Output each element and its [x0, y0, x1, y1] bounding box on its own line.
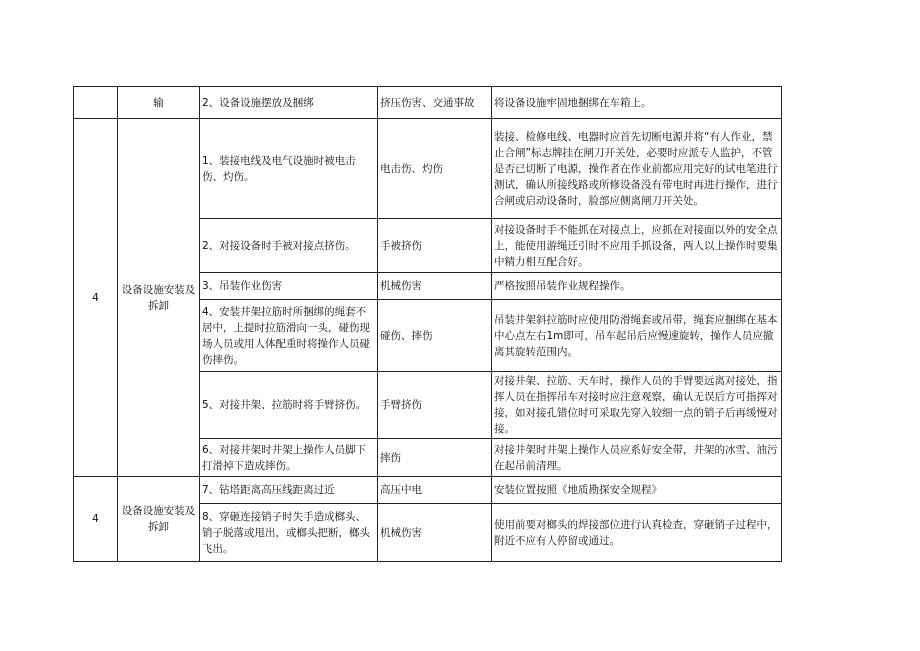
group-category-cell: 设备设施安装及拆卸 — [118, 477, 200, 562]
measure-cell: 安装位置按照《地质勘探安全规程》 — [492, 477, 782, 504]
task-cell: 2、对接设备时手被对接点挤伤。 — [200, 219, 378, 273]
task-cell: 1、装接电线及电气设施时被电击伤、灼伤。 — [200, 119, 378, 219]
category-cell: 输 — [118, 87, 200, 119]
measure-cell: 严格按照吊装作业规程操作。 — [492, 273, 782, 300]
hazard-cell: 手被挤伤 — [378, 219, 492, 273]
hazard-cell: 摔伤 — [378, 439, 492, 477]
measure-cell: 将设备设施牢固地捆绑在车箱上。 — [492, 87, 782, 119]
hazard-cell: 挤压伤害、交通事故 — [378, 87, 492, 119]
hazard-cell: 机械伤害 — [378, 504, 492, 562]
group-number-cell: 4 — [74, 119, 118, 477]
group-number-cell: 4 — [74, 477, 118, 562]
table-row — [74, 87, 782, 119]
task-cell: 7、钻塔距离高压线距离过近 — [200, 477, 378, 504]
hazard-cell: 机械伤害 — [378, 273, 492, 300]
task-cell: 3、吊装作业伤害 — [200, 273, 378, 300]
table-row — [74, 119, 782, 219]
task-cell: 2、设备设施摆放及捆绑 — [200, 87, 378, 119]
task-cell: 5、对接井架、拉筋时将手臂挤伤。 — [200, 372, 378, 439]
hazard-cell: 高压中电 — [378, 477, 492, 504]
hazard-cell: 电击伤、灼伤 — [378, 119, 492, 219]
table-row — [74, 477, 782, 504]
measure-cell: 使用前要对榔头的焊接部位进行认真检查，穿砸销子过程中，附近不应有人停留或通过。 — [492, 504, 782, 562]
hazard-cell: 碰伤、摔伤 — [378, 300, 492, 372]
risk-assessment-table — [73, 86, 782, 562]
task-cell: 6、对接井架时井架上操作人员脚下打滑掉下造成摔伤。 — [200, 439, 378, 477]
task-cell: 8、穿砸连接销子时失手造成榔头、销子脱落或甩出，或榔头把断，榔头飞出。 — [200, 504, 378, 562]
measure-cell: 吊装井架斜拉筋时应使用防滑绳套或吊带，绳套应捆绑在基本中心点左右1m即可，吊车起吊后应慢速旋转，操作人员应撤离其旋转范围内。 — [492, 300, 782, 372]
row-number-cell — [74, 87, 118, 119]
measure-cell: 对接井架、拉筋、天车时，操作人员的手臂要远离对接处，指挥人员在指挥吊车对接时应注意观察，确认无误后方可指挥对接，如对接孔错位时可采取先穿入较细一点的销子后再缓慢对接。 — [492, 372, 782, 439]
hazard-cell: 手臂挤伤 — [378, 372, 492, 439]
measure-cell: 对接设备时手不能抓在对接点上，应抓在对接面以外的安全点上，能使用游绳迁引时不应用手抓设备，两人以上操作时要集中精力相互配合好。 — [492, 219, 782, 273]
measure-cell: 对接井架时井架上操作人员应系好安全带，井架的冰雪、油污在起吊前清理。 — [492, 439, 782, 477]
task-cell: 4、安装井架拉筋时所捆绑的绳套不居中，上提时拉筋滑向一头，碰伤现场人员或用人体配重时将操作人员碰伤摔伤。 — [200, 300, 378, 372]
measure-cell: 装接、检修电线、电器时应首先切断电源并将“有人作业，禁止合闸”标志牌挂在闸刀开关处，必要时应派专人监护，不管是否已切断了电源，操作者在作业前都应用完好的试电笔进行测试，确认所接线路或所修设备没有带电时再进行操作，进行合闸或启动设备时，脸部应侧离闸刀开关处。 — [492, 119, 782, 219]
group-category-cell: 设备设施安装及拆卸 — [118, 119, 200, 477]
